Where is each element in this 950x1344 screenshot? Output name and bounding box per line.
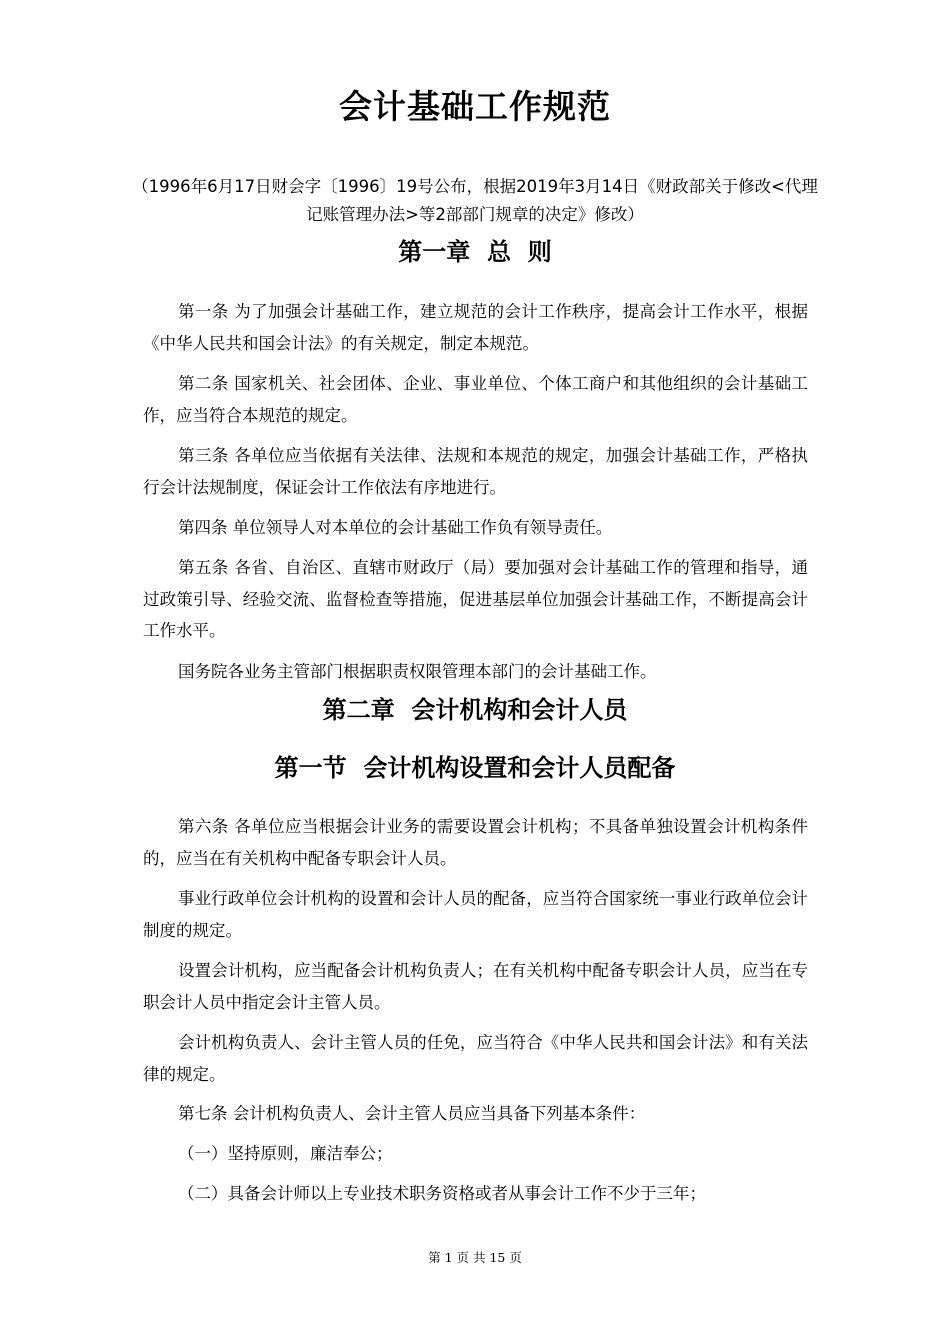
document-title: 会计基础工作规范 [339, 87, 611, 126]
article-2: 第二条 国家机关、社会团体、企业、事业单位、个体工商户和其他组织的会计基础工作，应当符合本规范的规定。 [143, 374, 808, 425]
article-6: 第六条 各单位应当根据会计业务的需要设置会计机构；不具备单独设置会计机构条件的，应当在有关机构中配备专职会计人员。 [143, 817, 808, 868]
article-5: 第五条 各省、自治区、直辖市财政厅（局）要加强对会计基础工作的管理和指导，通过政策引导、经验交流、监督检查等措施，促进基层单位加强会计基础工作，不断提高会计工作水平。 [143, 558, 808, 640]
page-number: 第 1 页 共 15 页 [428, 1250, 522, 1265]
section-1-heading: 第一节 会计机构设置和会计人员配备 [274, 754, 676, 782]
document-subtitle: （1996年6月17日财会字〔1996〕19号公布，根据2019年3月14日《财政部关于修改<代理记账管理办法>等2部部门规章的决定》修改） [132, 177, 818, 224]
article-7-item-1: （一）坚持原则，廉洁奉公； [178, 1144, 393, 1163]
article-5-paragraph-2: 国务院各业务主管部门根据职责权限管理本部门的会计基础工作。 [178, 662, 657, 681]
article-7: 第七条 会计机构负责人、会计主管人员应当具备下列基本条件： [178, 1104, 646, 1123]
article-1: 第一条 为了加强会计基础工作，建立规范的会计工作秩序，提高会计工作水平，根据《中华人民共和国会计法》的有关规定，制定本规范。 [143, 302, 808, 353]
article-7-item-2: （二）具备会计师以上专业技术职务资格或者从事会计工作不少于三年； [178, 1184, 706, 1203]
article-3: 第三条 各单位应当依据有关法律、法规和本规范的规定，加强会计基础工作，严格执行会计法规制度，保证会计工作依法有序地进行。 [143, 446, 808, 497]
article-6-paragraph-4: 会计机构负责人、会计主管人员的任免，应当符合《中华人民共和国会计法》和有关法律的规定。 [143, 1033, 808, 1084]
chapter-1-heading: 第一章 总 则 [398, 238, 552, 266]
chapter-2-heading: 第二章 会计机构和会计人员 [322, 696, 628, 724]
article-6-paragraph-2: 事业行政单位会计机构的设置和会计人员的配备，应当符合国家统一事业行政单位会计制度的规定。 [143, 889, 808, 940]
article-6-paragraph-3: 设置会计机构，应当配备会计机构负责人；在有关机构中配备专职会计人员，应当在专职会计人员中指定会计主管人员。 [143, 961, 808, 1012]
article-4: 第四条 单位领导人对本单位的会计基础工作负有领导责任。 [178, 518, 613, 537]
